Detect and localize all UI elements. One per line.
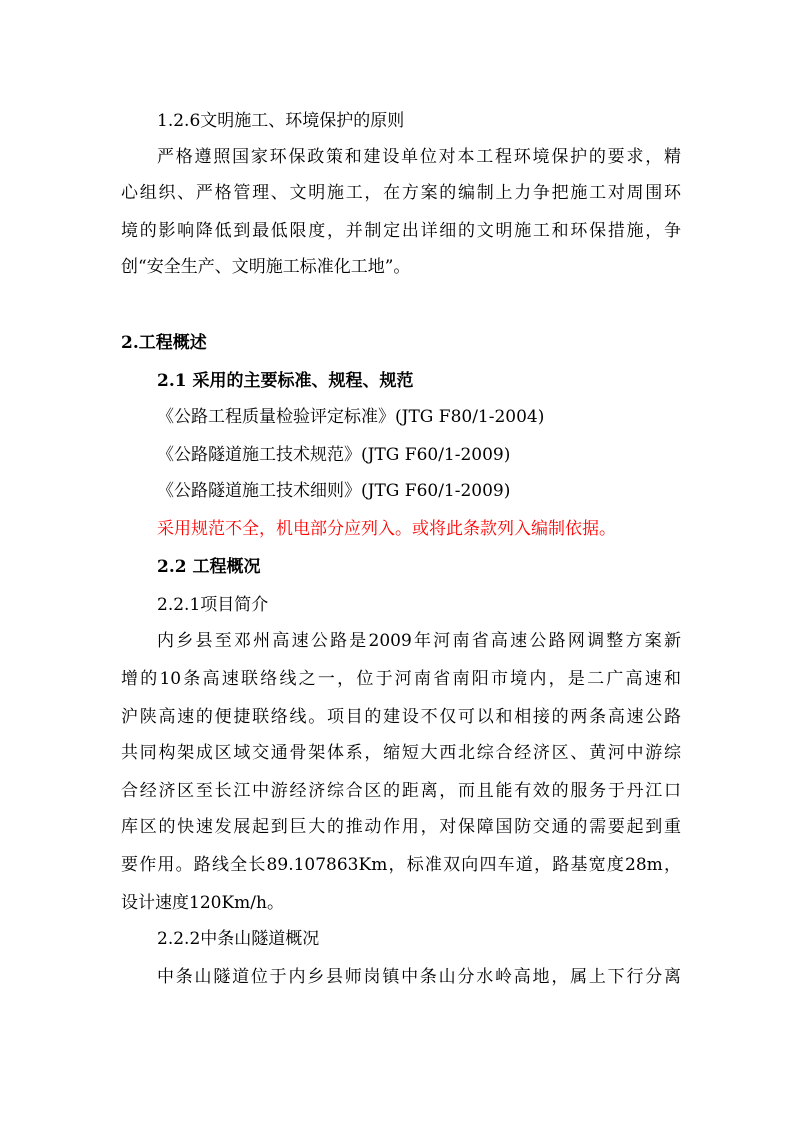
paragraph-line: 中条山隧道位于内乡县师岗镇中条山分水岭高地，属上下行分离 <box>157 967 681 987</box>
paragraph-line: 境的影响降低到最低限度，并制定出详细的文明施工和环保措施，争 <box>121 221 681 241</box>
heading-2-2-2: 2.2.2中条山隧道概况 <box>157 929 320 949</box>
heading-2-2-1: 2.2.1项目简介 <box>157 595 269 615</box>
paragraph-line: 创“安全生产、文明施工标准化工地”。 <box>121 257 411 277</box>
heading-2-2: 2.2 工程概况 <box>157 557 261 577</box>
review-comment: 采用规范不全，机电部分应列入。或将此条款列入编制依据。 <box>157 519 616 539</box>
paragraph-line: 合经济区至长江中游经济综合区的距离，而且能有效的服务于丹江口 <box>121 781 681 801</box>
paragraph-line: 严格遵照国家环保政策和建设单位对本工程环境保护的要求，精 <box>157 147 681 167</box>
paragraph-line: 要作用。路线全长89.107863Km，标准双向四车道，路基宽度28m， <box>121 855 681 875</box>
heading-1-2-6: 1.2.6文明施工、环境保护的原则 <box>157 111 405 131</box>
paragraph-line: 沪陕高速的便捷联络线。项目的建设不仅可以和相接的两条高速公路 <box>121 707 681 727</box>
paragraph-line: 设计速度120Km/h。 <box>121 893 284 913</box>
heading-2-1: 2.1 采用的主要标准、规程、规范 <box>157 371 414 391</box>
standard-item: 《公路工程质量检验评定标准》(JTG F80/1-2004) <box>157 407 545 427</box>
paragraph-line: 内乡县至邓州高速公路是2009年河南省高速公路网调整方案新 <box>157 631 681 651</box>
paragraph-line: 共同构架成区域交通骨架体系，缩短大西北综合经济区、黄河中游综 <box>121 743 681 763</box>
paragraph-line: 库区的快速发展起到巨大的推动作用，对保障国防交通的需要起到重 <box>121 817 681 837</box>
standard-item: 《公路隧道施工技术规范》(JTG F60/1-2009) <box>157 445 511 465</box>
standard-item: 《公路隧道施工技术细则》(JTG F60/1-2009) <box>157 481 511 501</box>
heading-2: 2.工程概述 <box>121 333 207 353</box>
paragraph-line: 心组织、严格管理、文明施工，在方案的编制上力争把施工对周围环 <box>121 183 681 203</box>
paragraph-line: 增的10条高速联络线之一，位于河南省南阳市境内，是二广高速和 <box>121 669 681 689</box>
